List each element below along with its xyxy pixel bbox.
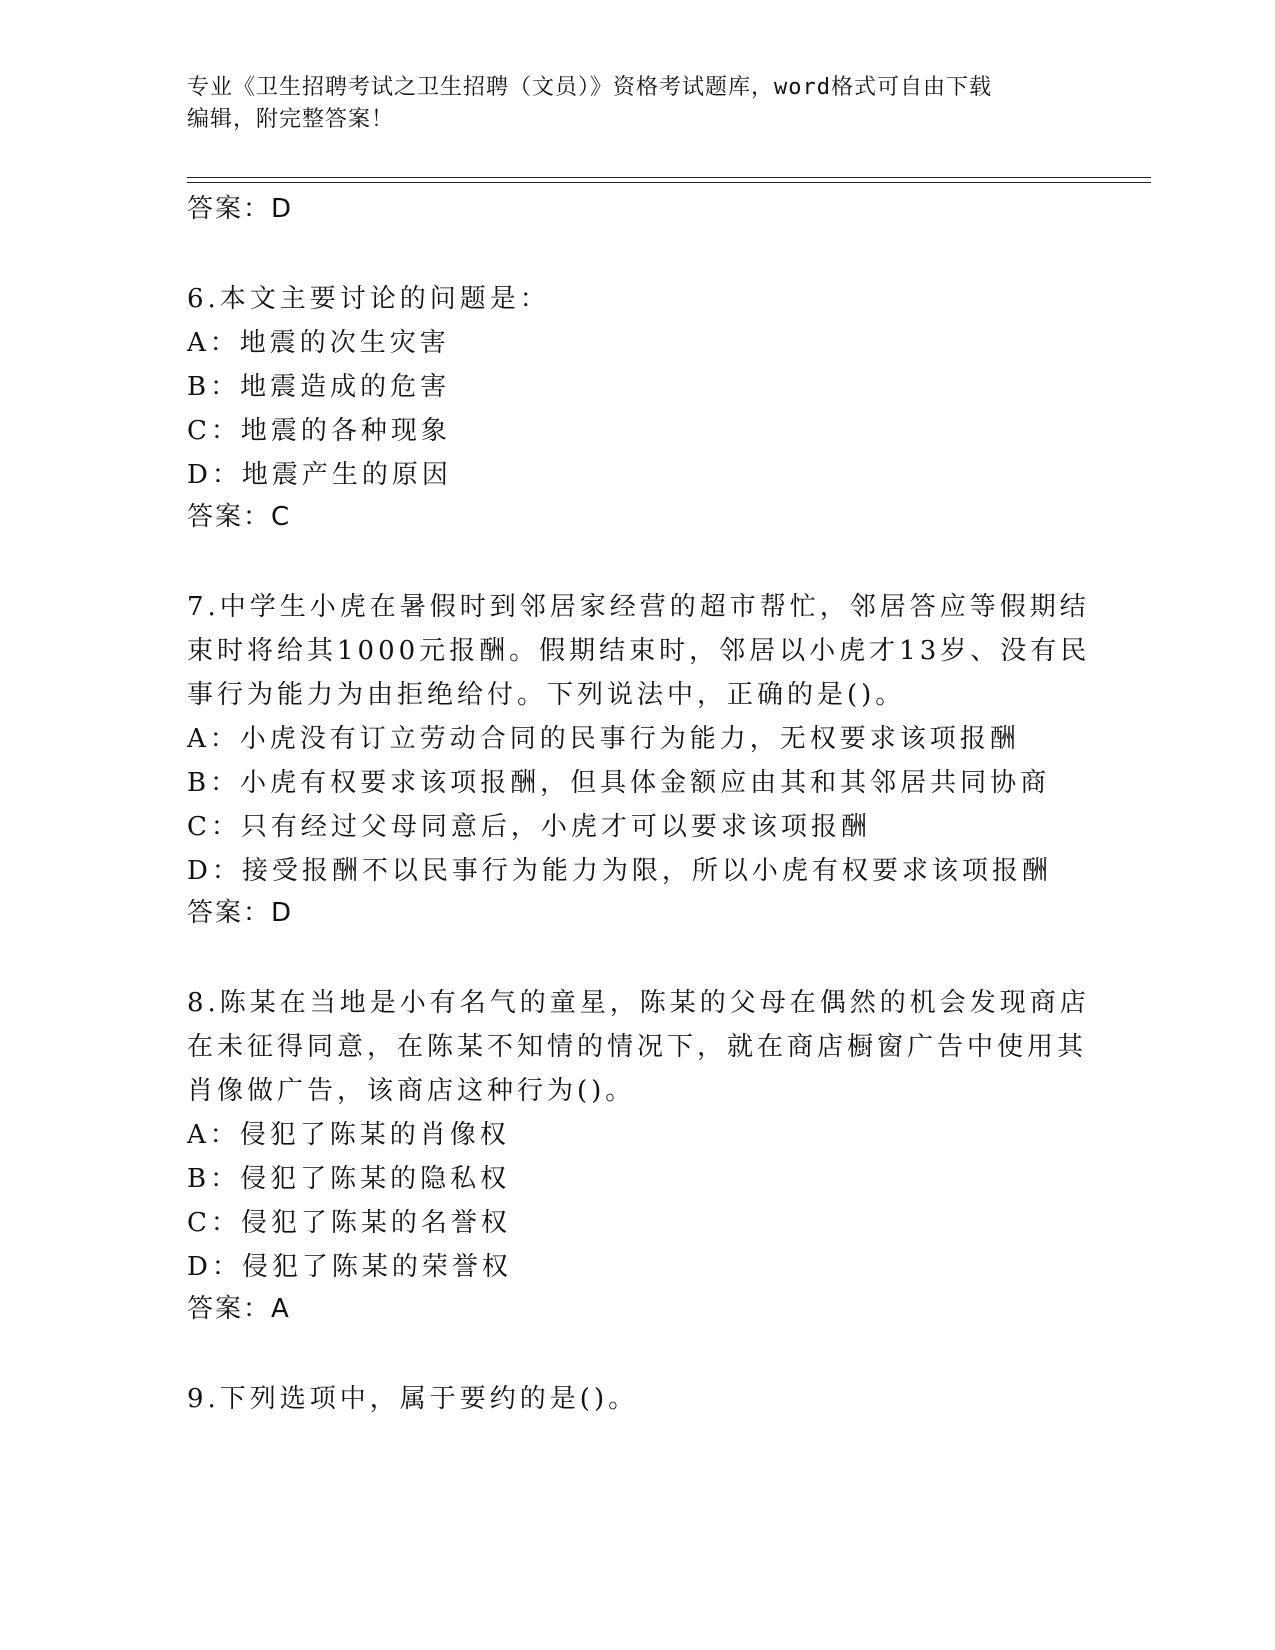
question-7-option-d: D：接受报酬不以民事行为能力为限，所以小虎有权要求该项报酬 — [187, 856, 1052, 886]
answer-q8: 答案：A — [187, 1294, 291, 1324]
question-8-option-d: D：侵犯了陈某的荣誉权 — [187, 1252, 512, 1282]
answer-q6: 答案：C — [187, 502, 292, 532]
question-6-option-b: B：地震造成的危害 — [187, 372, 451, 402]
question-7-option-c: C：只有经过父母同意后，小虎才可以要求该项报酬 — [187, 812, 871, 842]
question-6-stem: 6.本文主要讨论的问题是： — [187, 284, 550, 314]
question-9-stem: 9.下列选项中，属于要约的是()。 — [187, 1384, 639, 1414]
question-7-option-b: B：小虎有权要求该项报酬，但具体金额应由其和其邻居共同协商 — [187, 768, 1051, 798]
question-8-stem-line-2: 在未征得同意，在陈某不知情的情况下，就在商店橱窗广告中使用其 — [187, 1032, 1088, 1062]
question-7-stem-line-3: 事行为能力为由拒绝给付。下列说法中，正确的是()。 — [187, 680, 906, 710]
question-8-option-c: C：侵犯了陈某的名誉权 — [187, 1208, 511, 1238]
question-8-stem-line-1: 8.陈某在当地是小有名气的童星，陈某的父母在偶然的机会发现商店 — [187, 988, 1090, 1018]
question-7-stem-line-1: 7.中学生小虎在暑假时到邻居家经营的超市帮忙，邻居答应等假期结 — [187, 592, 1090, 622]
question-8-option-b: B：侵犯了陈某的隐私权 — [187, 1164, 511, 1194]
answer-q7: 答案：D — [187, 898, 294, 928]
header-divider-top — [187, 177, 1151, 178]
header-line-2: 编辑，附完整答案！ — [187, 107, 395, 132]
question-6-option-d: D：地震产生的原因 — [187, 460, 452, 490]
question-8-stem-line-3: 肖像做广告，该商店这种行为()。 — [187, 1076, 636, 1106]
answer-q5: 答案：D — [187, 194, 294, 224]
document-header — [187, 72, 1087, 136]
question-6-option-c: C：地震的各种现象 — [187, 416, 451, 446]
question-7-option-a: A：小虎没有订立劳动合同的民事行为能力，无权要求该项报酬 — [187, 724, 1020, 754]
header-line-1: 专业《卫生招聘考试之卫生招聘（文员）》资格考试题库，word格式可自由下载 — [187, 75, 992, 100]
question-8-option-a: A：侵犯了陈某的肖像权 — [187, 1120, 510, 1150]
question-6-option-a: A：地震的次生灾害 — [187, 328, 450, 358]
question-7-stem-line-2: 束时将给其1000元报酬。假期结束时，邻居以小虎才13岁、没有民 — [187, 636, 1091, 666]
header-divider-bottom — [187, 182, 1151, 183]
